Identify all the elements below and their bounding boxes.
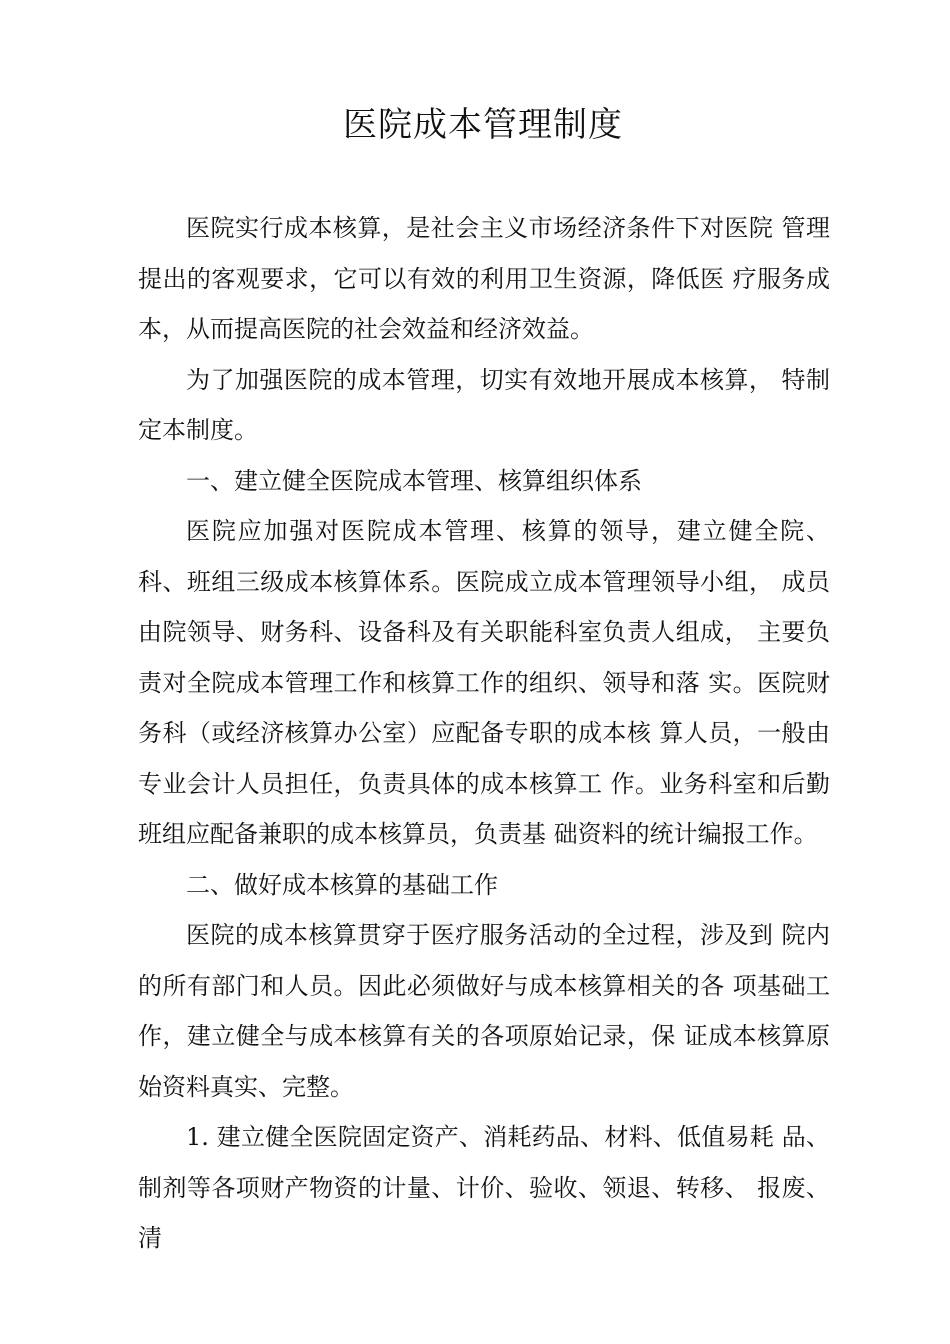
paragraph-section-2: 医院的成本核算贯穿于医疗服务活动的全过程，涉及到 院内的所有部门和人员。因此必须做好与成本核算相关的各 项基础工作，建立健全与成本核算有关的各项原始记录，保 证成本核算原始资料真实、完整。 — [138, 921, 830, 1101]
paragraph-section-1: 医院应加强对医院成本管理、核算的领导，建立健全院、科、班组三级成本核算体系。医院成立成本管理领导小组， 成员由院领导、财务科、设备科及有关职能科室负责人组成， 主要负责对全院成本管理工作和核算工作的组织、领导和落 实。医院财务科（或经济核算办公室）应配备专职的成本核 算人员，一般由专业会计人员担任，负责具体的成本核算工 作。业务科室和后勤班组应配备兼职的成本核算员，负责基 础资料的统计编报工作。 — [138, 517, 830, 848]
page-title: 医院成本管理制度 — [343, 105, 623, 145]
section-heading-1: 一、建立健全医院成本管理、核算组织体系 — [186, 466, 642, 495]
paragraph-intro: 医院实行成本核算，是社会主义市场经济条件下对医院 管理提出的客观要求，它可以有效的利用卫生资源，降低医 疗服务成本，从而提高医院的社会效益和经济效益。 — [138, 214, 830, 343]
document-body — [138, 203, 830, 1264]
section-heading-2: 二、做好成本核算的基础工作 — [186, 870, 498, 899]
paragraph-item-1: 1. 建立健全医院固定资产、消耗药品、材料、低值易耗 品、制剂等各项财产物资的计量、计价、验收、领退、转移、 报废、清 — [138, 1123, 830, 1252]
paragraph-purpose: 为了加强医院的成本管理，切实有效地开展成本核算， 特制定本制度。 — [138, 365, 830, 444]
